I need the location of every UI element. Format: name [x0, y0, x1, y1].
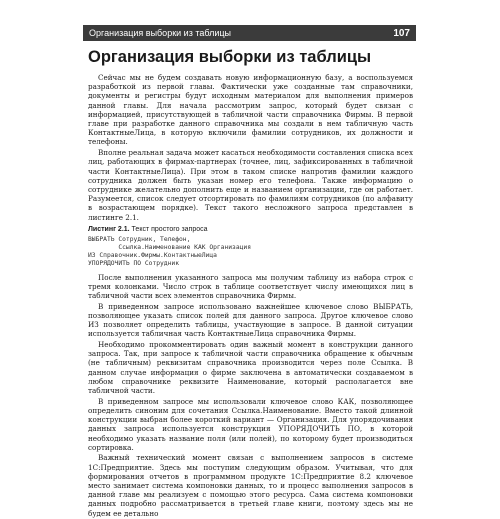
section-title: Организация выборки из таблицы [88, 48, 372, 66]
paragraph-6: В приведенном запросе мы использовали ключевое слово КАК, позволяющее определить синоним для сочетания Ссылка.Наименование. Вместо такой длинной конструкции выбран более короткий вариант — Организация. Для упорядочивания данных запроса используется конструкция УПОРЯДОЧИТЬ ПО, в которой необходимо указать название поля (или полей), по которому будет производиться сортировка. [88, 396, 413, 452]
listing-caption [88, 225, 413, 234]
running-header [83, 25, 416, 41]
paragraph-1: Сейчас мы не будем создавать новую информационную базу, а воспользуемся разработкой из первой главы. Фактически уже созданные там справочники, документы и регистры будут исходным материалом для выполнения примеров данной главы. Для начала рассмотрим запрос, который будет связан с информацией, присутствующей в табличной части справочника Фирмы. В первой главе при разработке данного справочника мы создали в нем табличную часть КонтактныеЛица, в которую включили фамилии сотрудников, их должности и телефоны. [88, 73, 413, 147]
paragraph-2: Вполне реальная задача может касаться необходимости составления списка всех лиц, работающих в фирмах-партнерах (точнее, лиц, зафиксированных в табличной части КонтактныеЛица). При этом в таком списке напротив фамилии каждого сотрудника должен быть указан номер его телефона. Также информацию о сотруднике желательно дополнить еще и названием организации, где он работает. Разумеется, список следует отсортировать по фамилиям сотрудников (по алфавиту в возрастающем порядке). Текст такого несложного запроса представлен в листинге 2.1. [88, 148, 413, 222]
paragraph-3: После выполнения указанного запроса мы получим таблицу из набора строк с тремя колонками. Число строк в таблице соответствует числу имеющихся лиц в табличной части всех элементов справочника Фирмы. [88, 272, 413, 300]
paragraph-4: В приведенном запросе использовано важнейшее ключевое слово ВЫБРАТЬ, позволяющее указать список полей для данного запроса. Другое ключевое слово ИЗ позволяет определить таблицы, участвующие в запросе. В данной ситуации используется табличная часть КонтактныеЛица справочника Фирмы. [88, 301, 413, 339]
page-number: 107 [393, 27, 410, 39]
page-content [88, 48, 413, 519]
listing-code: ВЫБРАТЬ Сотрудник, Телефон, Ссылка.Наименование КАК Организация ИЗ Справочник.Фирмы.КонтактныеЛица УПОРЯДОЧИТЬ ПО Сотрудник [88, 235, 252, 268]
listing-label: Листинг 2.1. [88, 225, 130, 233]
listing-caption-text: Текст простого запроса [129, 225, 208, 233]
paragraph-5: Необходимо прокомментировать один важный момент в конструкции данного запроса. Так, при запросе к табличной части справочника обращение к обычным (не табличным) реквизитам справочника производится через поле Ссылка. В данном случае информация о фирме заключена в автоматически создаваемом в любом справочнике реквизите Наименование, который располагается вне табличной части. [88, 339, 413, 395]
paragraph-7: Важный технический момент связан с выполнением запросов в системе 1С:Предприятие. Здесь мы поступим следующим образом. Учитывая, что для формирования отчетов в программном продукте 1С:Предприятие 8.2 ключевое место занимает система компоновки данных, то и процесс выполнения запросов в данной главе мы реализуем с помощью этого ресурса. Сама система компоновки данных подробно рассматривается в третьей главе книги, поэтому здесь мы не будем ее детально [88, 453, 413, 518]
running-header-title: Организация выборки из таблицы [89, 28, 231, 38]
